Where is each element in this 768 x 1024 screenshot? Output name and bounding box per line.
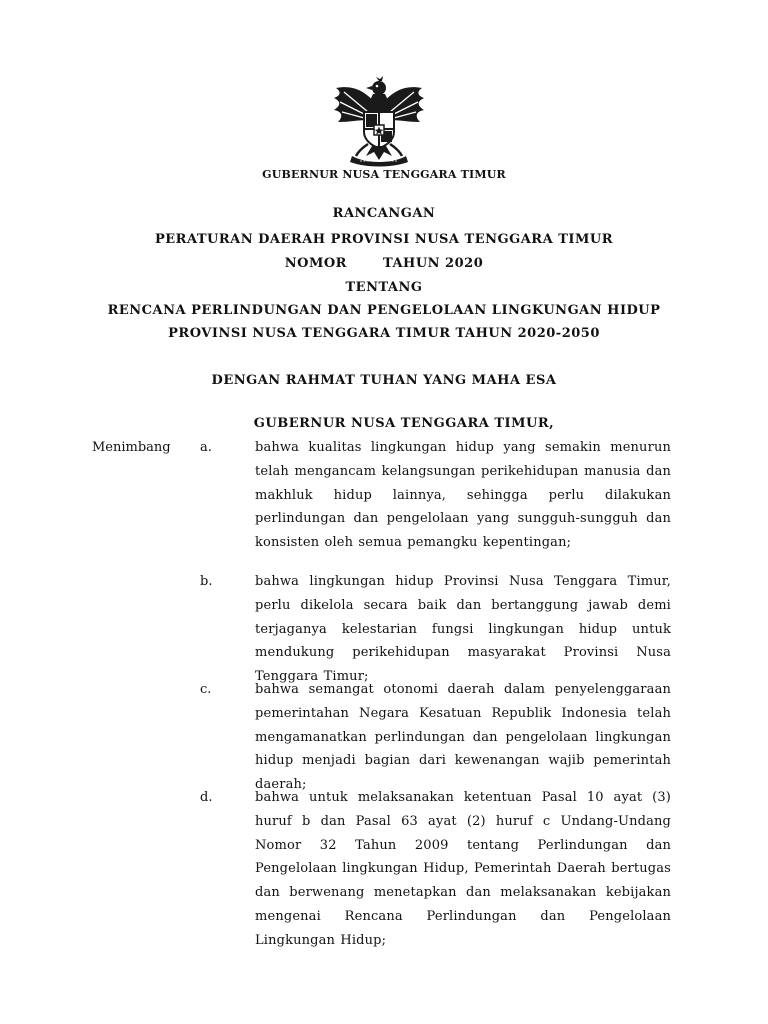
number-year-line: [0, 256, 768, 271]
subject-line-1: RENCANA PERLINDUNGAN DAN PENGELOLAAN LINGKUNGAN HIDUP: [107, 303, 661, 318]
regulation-title: PERATURAN DAERAH PROVINSI NUSA TENGGARA TIMUR: [154, 232, 614, 247]
draft-label: RANCANGAN: [332, 206, 436, 221]
garuda-emblem-icon: [328, 76, 430, 168]
invocation: DENGAN RAHMAT TUHAN YANG MAHA ESA: [211, 373, 557, 388]
subject-line-2: PROVINSI NUSA TENGGARA TIMUR TAHUN 2020-2050: [168, 326, 600, 341]
item-marker-c: c.: [200, 682, 212, 697]
considerations-label: Menimbang: [92, 440, 171, 455]
about-label: TENTANG: [345, 280, 423, 295]
item-marker-b: b.: [200, 574, 213, 589]
governor-title: GUBERNUR NUSA TENGGARA TIMUR,: [253, 416, 555, 431]
governor-header: GUBERNUR NUSA TENGGARA TIMUR: [262, 168, 506, 181]
year-label: TAHUN 2020: [382, 256, 484, 271]
number-label: NOMOR: [284, 256, 347, 271]
consideration-item-a: bahwa kualitas lingkungan hidup yang semakin menurun telah mengancam kelangsungan perikehidupan manusia dan makhluk hidup lainnya, sehingga perlu dilakukan perlindungan dan pengelolaan yang sungguh-sungguh dan konsisten oleh semua pemangku kepentingan;: [255, 440, 671, 551]
item-marker-d: d.: [200, 790, 213, 805]
consideration-item-d: bahwa untuk melaksanakan ketentuan Pasal 10 ayat (3) huruf b dan Pasal 63 ayat (2) huruf c Undang-Undang Nomor 32 Tahun 2009 tentang Perlindungan dan Pengelolaan lingkungan Hidup, Pemerintah Daerah bertugas dan berwenang menetapkan dan melaksanakan kebijakan mengenai Rencana Perlindungan dan Pengelolaan Lingkungan Hidup;: [255, 790, 671, 948]
item-marker-a: a.: [200, 440, 212, 455]
consideration-item-c: bahwa semangat otonomi daerah dalam penyelenggaraan pemerintahan Negara Kesatuan Republik Indonesia telah mengamanatkan perlindungan dan pengelolaan lingkungan hidup menjadi bagian dari kewenangan wajib pemerintah daerah;: [255, 682, 671, 793]
consideration-item-b: bahwa lingkungan hidup Provinsi Nusa Tenggara Timur, perlu dikelola secara baik dan bertanggung jawab demi terjaganya kelestarian fungsi lingkungan hidup untuk mendukung perikehidupan masyarakat Provinsi Nusa Tenggara Timur;: [255, 574, 671, 685]
